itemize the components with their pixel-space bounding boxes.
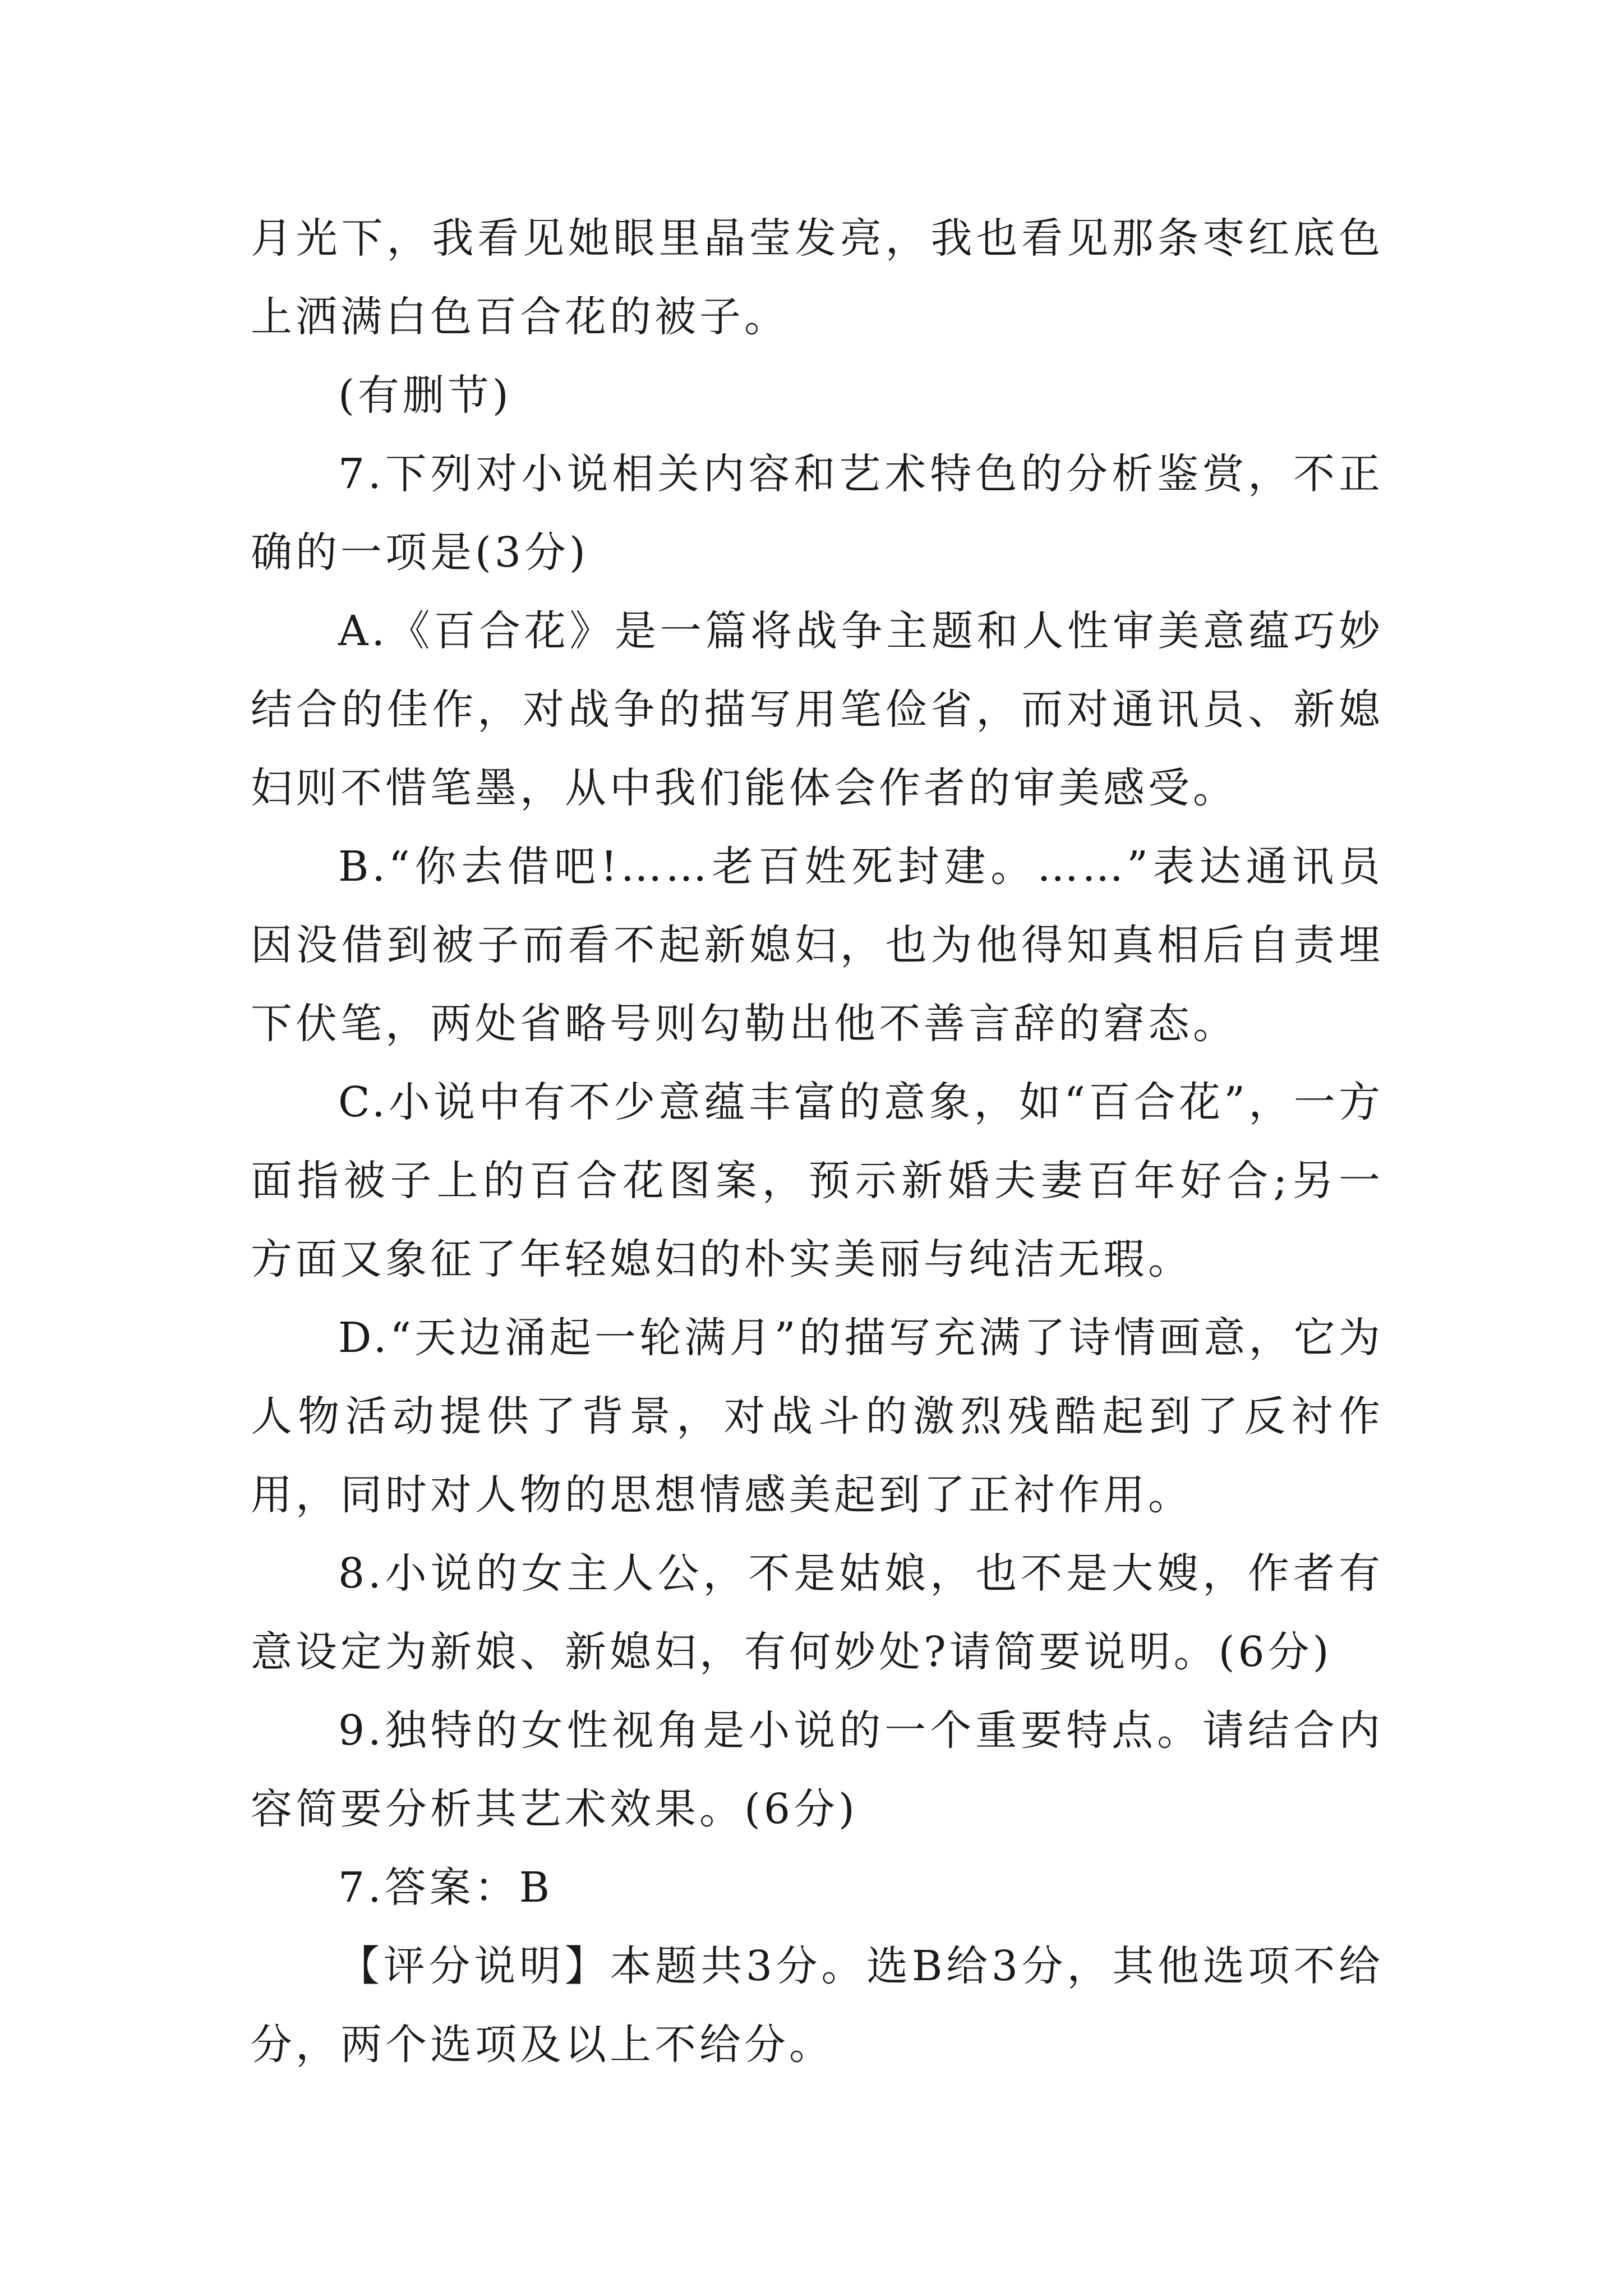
answer-7: 7.答案：B xyxy=(338,1864,553,1912)
paragraph-abridged-note: (有删节) xyxy=(338,371,512,420)
question-7: 7.下列对小说相关内容和艺术特色的分析鉴赏，不正确的一项是(3分) xyxy=(251,450,1384,577)
question-8: 8.小说的女主人公，不是姑娘，也不是大嫂，作者有意设定为新娘、新媳妇，有何妙处?请简要说明。(6分) xyxy=(251,1549,1384,1676)
question-9: 9.独特的女性视角是小说的一个重要特点。请结合内容简要分析其艺术效果。(6分) xyxy=(251,1706,1384,1833)
question-7-option-b: B.“你去借吧!……老百姓死封建。……”表达通讯员因没借到被子而看不起新媳妇，也为他得知真相后自责埋下伏笔，两处省略号则勾勒出他不善言辞的窘态。 xyxy=(251,843,1384,1048)
question-7-option-c: C.小说中有不少意蕴丰富的意象，如“百合花”，一方面指被子上的百合花图案，预示新婚夫妻百年好合;另一方面又象征了年轻媳妇的朴实美丽与纯洁无瑕。 xyxy=(251,1078,1384,1283)
question-7-option-d: D.“天边涌起一轮满月”的描写充满了诗情画意，它为人物活动提供了背景，对战斗的激烈残酷起到了反衬作用，同时对人物的思想情感美起到了正衬作用。 xyxy=(251,1314,1384,1519)
question-7-option-a: A.《百合花》是一篇将战争主题和人性审美意蕴巧妙结合的佳作，对战争的描写用笔俭省，而对通讯员、新媳妇则不惜笔墨，从中我们能体会作者的审美感受。 xyxy=(251,607,1384,812)
document-body xyxy=(251,199,1384,2084)
scoring-note: 【评分说明】本题共3分。选B给3分，其他选项不给分，两个选项及以上不给分。 xyxy=(251,1942,1384,2069)
paragraph-moonlight-ending: 月光下，我看见她眼里晶莹发亮，我也看见那条枣红底色上洒满白色百合花的被子。 xyxy=(251,214,1384,341)
